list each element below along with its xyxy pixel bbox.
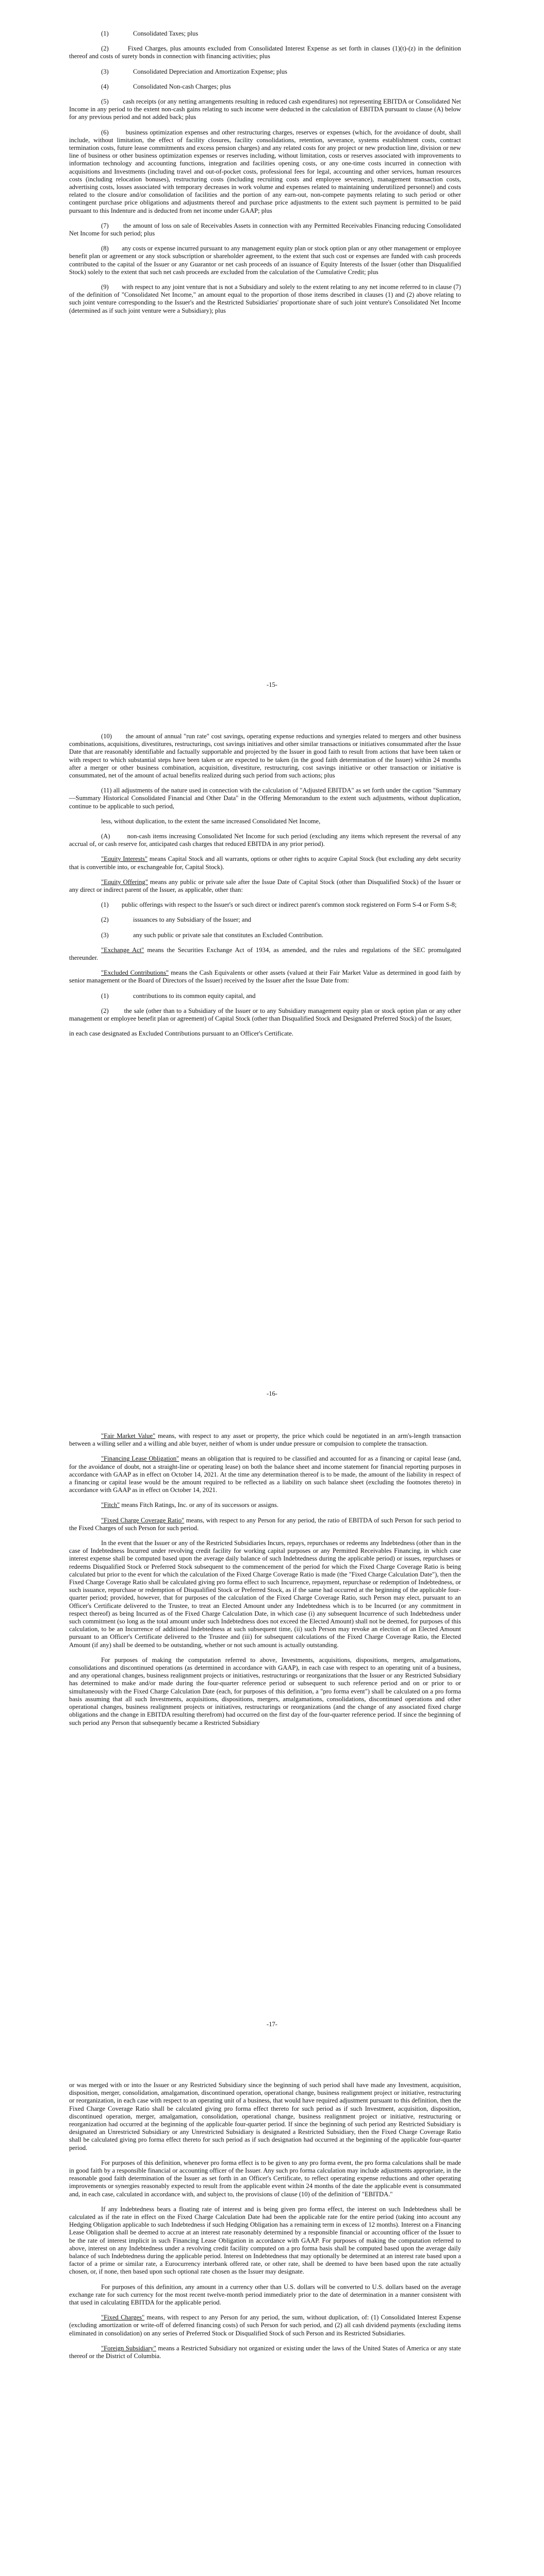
item-text: Consolidated Non-cash Charges; plus (133, 82, 231, 90)
definition-exchange-act (69, 946, 461, 962)
paragraph: For purposes of this definition, whenever pro forma effect is to be given to any pro forma event, the pro forma calculations shall be made in good faith by a responsible financial or accounting officer of the Issuer. Any such pro forma calculation may include adjustments appropriate, in the reasonable good faith determination of the Issuer as set forth in an Officer's Certificate, to reflect operating expense reductions and other operating improvements or synergies reasonably expected to result from the applicable event within 24 months of the date the applicable event is consummated and, in each case, calculated in accordance with, and subject to, the provisions of clause (10) of the definition of "EBITDA." (69, 2159, 461, 2198)
item-text (69, 245, 461, 276)
list-item: (11) all adjustments of the nature used in connection with the calculation of "Adjusted EBITDA" as set forth under the caption "Summary—Summary Historical Consolidated Financial and Other Data" in the Offering Memorandum to the extent such adjustments, without duplication, continue to be applicable to such period, (69, 787, 461, 810)
definition-financing-lease-obligation (69, 1455, 461, 1494)
page-17-body (69, 1432, 461, 1727)
definition-foreign-subsidiary (69, 2345, 461, 2360)
item-number: (3) (101, 931, 109, 939)
definition-text: means Capital Stock and all warrants, options or other rights to acquire Capital Stock (but excluding any debt security that is convertible into, or exchangeable for, Capital Stock). (69, 855, 461, 871)
defined-term: "Excluded Contributions" (101, 969, 169, 977)
list-item (69, 245, 461, 276)
item-body: public offerings with respect to the Issuer's or such direct or indirect parent's common stock registered on Form S-4 or Form S-8; (121, 901, 457, 909)
list-item (69, 283, 461, 315)
item-number: (5) (101, 98, 109, 106)
item-text: contributions to its common equity capital, and (133, 992, 256, 999)
definition-text: means Fitch Ratings, Inc. or any of its successors or assigns. (120, 1501, 278, 1509)
definition-equity-offering (69, 878, 461, 894)
list-item (69, 733, 461, 779)
page-18 (0, 2081, 544, 2367)
page-16-body (69, 733, 461, 1038)
item-body: the sale (other than to a Subsidiary of the Issuer or to any Subsidiary management equity plan or stock option plan or any other management or employee benefit plan or agreement) of Capital Stock (other than Disqualified Stock and Designated Preferred Stock) of the Issuer, (69, 1007, 461, 1023)
definition-fitch (69, 1501, 461, 1509)
item-text: any such public or private sale that constitutes an Excluded Contribution. (133, 931, 323, 939)
definition-fixed-charges (69, 2314, 461, 2337)
list-item (101, 916, 461, 924)
defined-term: "Fair Market Value" (101, 1432, 156, 1439)
page-18-body (69, 2081, 461, 2360)
list-item (69, 222, 461, 238)
defined-term: "Equity Interests" (101, 855, 148, 863)
defined-term: "Exchange Act" (101, 946, 144, 954)
item-number: (A) (101, 833, 110, 840)
definition-fair-market-value (69, 1432, 461, 1448)
item-number: (1) (101, 901, 109, 909)
item-body: Fixed Charges, plus amounts excluded from Consolidated Interest Expense as set forth in clauses (1)(t)-(z) in the definition thereof and costs of surety bonds in connection with financing activities; plus (69, 45, 461, 60)
item-text (69, 45, 461, 60)
item-number: (2) (101, 45, 109, 53)
item-text (69, 283, 461, 315)
item-number: (4) (101, 82, 109, 90)
item-text: issuances to any Subsidiary of the Issuer; and (133, 916, 252, 924)
paragraph: or was merged with or into the Issuer or any Restricted Subsidiary since the beginning of such period shall have made any Investment, acquisition, disposition, merger, consolidation, amalgamation, discontinued operation, operational change, business realignment project or initiative, restructuring or reorganization, in each case with respect to an operating unit of a business, that would have required adjustment pursuant to this definition, then the Fixed Charge Coverage Ratio shall be calculated giving pro forma effect thereto for such period as if such Investment, acquisition, disposition, discontinued operation, merger, amalgamation, consolidation, operational change, business realignment project or initiative, restructuring or reorganization had occurred at the beginning of the applicable four-quarter period. If since the beginning of such period any Restricted Subsidiary is designated an Unrestricted Subsidiary or any Unrestricted Subsidiary is designated a Restricted Subsidiary, then the Fixed Charge Coverage Ratio shall be calculated giving pro forma effect thereto for such period as if such designation had occurred at the beginning of the applicable four-quarter period. (69, 2081, 461, 2151)
definition-text: means, with respect to any asset or property, the price which could be negotiated in an arm's-length transaction between a willing seller and a willing and able buyer, neither of whom is under undue pressure or compulsion to complete the transaction. (69, 1432, 461, 1448)
definition-equity-interests (69, 855, 461, 871)
definition-text: means the Securities Exchange Act of 1934, as amended, and the rules and regulations of the SEC promulgated thereunder. (69, 946, 461, 962)
item-number: (2) (101, 916, 109, 924)
item-text: Consolidated Taxes; plus (133, 30, 199, 37)
list-item (101, 30, 461, 38)
list-item (101, 931, 461, 939)
item-body: any costs or expense incurred pursuant to any management equity plan or stock option plan or any other management or employee benefit plan or agreement or any stock subscription or shareholder agreement, to the extent that such cost or expenses are funded with cash proceeds contributed to the capital of the Issuer or any Guarantor or net cash proceeds of an issuance of Equity Interests of the Issuer (other than Disqualified Stock) solely to the extent that such net cash proceeds are excluded from the calculation of the Cumulative Credit; plus (69, 245, 461, 276)
item-number: (3) (101, 67, 109, 75)
item-body: cash receipts (or any netting arrangements resulting in reduced cash expenditures) not representing EBITDA or Consolidated Net Income in any period to the extent non-cash gains relating to such income were deducted in the calculation of EBITDA pursuant to clause (A) below for any previous period and not added back; plus (69, 98, 461, 121)
paragraph: In the event that the Issuer or any of the Restricted Subsidiaries Incurs, repays, repurchases or redeems any Indebtedness (other than in the case of Indebtedness Incurred under revolving credit facility for working capital purposes or any Permitted Receivables Financing, in which case interest expense shall be computed based upon the average daily balance of such Indebtedness during the applicable period) or issues, repurchases or redeems Disqualified Stock or Preferred Stock subsequent to the commencement of the period for which the Fixed Charge Coverage Ratio is being calculated but prior to the event for which the calculation of the Fixed Charge Coverage Ratio is made (the "Fixed Charge Calculation Date"), then the Fixed Charge Coverage Ratio shall be calculated giving pro forma effect to such Incurrence, repayment, repurchase or redemption of Indebtedness, or such issuance, repurchase or redemption of Disqualified Stock or Preferred Stock, as if the same had occurred at the beginning of the applicable four-quarter period; provided, however, that for purposes of the calculation of the Fixed Charge Coverage Ratio, such Person may elect, pursuant to an Officer's Certificate delivered to the Trustee, to treat an Elected Amount under any Indebtedness which is to be Incurred (or any commitment in respect thereof) as being Incurred as of the Fixed Charge Calculation Date, in which case (i) any subsequent Incurrence of such Indebtedness under such commitment (so long as the total amount under such Indebtedness does not exceed the Elected Amount) shall not be deemed, for purposes of this calculation, to be an Incurrence of additional Indebtedness at such subsequent time, (ii) such Person may revoke an election of an Elected Amount pursuant to an Officer's Certificate delivered to the Trustee and (iii) for subsequent calculations of the Fixed Charge Coverage Ratio, the Elected Amount (if any) shall be deemed to be outstanding, whether or not such amount is actually outstanding. (69, 1539, 461, 1649)
item-body: business optimization expenses and other restructuring charges, reserves or expenses (which, for the avoidance of doubt, shall include, without limitation, the effect of facility closures, facility consolidations, retention, severance, systems establishment costs, contract termination costs, future lease commitments and excess pension charges) and any related costs for any project or new production line, division or new line of business or other business optimization expenses or reserves including, without limitation, costs or reserves associated with improvements to information technology and accounting functions, integration and facilities opening costs, or any one-time costs incurred in connection with acquisitions and Investments (including travel and out-of-pocket costs, professional fees for legal, accounting and other services, human resources costs (including relocation bonuses), restructuring costs (including recruiting costs and employee severance), management transaction costs, advertising costs, losses associated with temporary decreases in work volume and expenses related to maintaining underutilized personnel) and costs related to the closure and/or consolidation of facilities and the portion of any earn-out, non-compete payments relating to such period or other contingent purchase price obligations and adjustments thereof and purchase price adjustments to the extent such payment is permitted to be paid pursuant to this Indenture and is deducted from net income under GAAP; plus (69, 128, 461, 214)
defined-term: "Foreign Subsidiary" (101, 2344, 156, 2352)
defined-term: "Fixed Charges" (101, 2314, 145, 2321)
item-text (69, 129, 461, 215)
definition-text: means, with respect to any Person for any period, the ratio of EBITDA of such Person for such period to the Fixed Charges of such Person for such period. (69, 1516, 461, 1532)
definition-fixed-charge-coverage-ratio (69, 1517, 461, 1532)
definition-text: means an obligation that is required to be classified and accounted for as a financing or capital lease (and, for the avoidance of doubt, not a straight-line or operating lease) on both the balance sheet and income statement for financial reporting purposes in accordance with GAAP as in effect on October 14, 2021. At the time any determination thereof is to be made, the amount of the liability in respect of a financing or capital lease would be the amount required to be reflected as a liability on such balance sheet (excluding the footnotes thereto) in accordance with GAAP as in effect on October 14, 2021. (69, 1455, 461, 1494)
list-item (69, 833, 461, 848)
list-item (101, 83, 461, 91)
defined-term: "Fixed Charge Coverage Ratio" (101, 1516, 185, 1524)
page-number: -16- (267, 1390, 277, 1397)
closing-text: in each case designated as Excluded Contributions pursuant to an Officer's Certificate. (69, 1030, 293, 1038)
item-number: (8) (101, 245, 109, 252)
item-number: (6) (101, 128, 109, 136)
page-15-body (69, 30, 461, 315)
list-item (69, 98, 461, 122)
paragraph: For purposes of this definition, any amount in a currency other than U.S. dollars will be converted to U.S. dollars based on the average exchange rate for such currency for the most recent twelve-month period immediately prior to the date of determination in a manner consistent with that used in calculating EBITDA for the applicable period. (69, 2283, 461, 2307)
item-number: (1) (101, 30, 109, 37)
page-number: -17- (267, 2021, 277, 2028)
page-number: -15- (267, 681, 277, 688)
page-15 (0, 30, 544, 322)
item-number: (2) (101, 1007, 109, 1014)
list-item (69, 901, 461, 909)
item-number: (1) (101, 992, 109, 999)
page-17 (0, 1432, 544, 1734)
list-item (69, 129, 461, 215)
defined-term: "Fitch" (101, 1501, 120, 1509)
list-item (101, 992, 461, 1000)
page-16 (0, 733, 544, 1045)
paragraph: If any Indebtedness bears a floating rate of interest and is being given pro forma effect, the interest on such Indebtedness shall be calculated as if the rate in effect on the Fixed Charge Calculation Date had been the applicable rate for the entire period (taking into account any Hedging Obligation applicable to such Indebtedness if such Hedging Obligation has a remaining term in excess of 12 months). Interest on a Financing Lease Obligation shall be deemed to accrue at an interest rate reasonably determined by a responsible financial or accounting officer of the Issuer to be the rate of interest implicit in such Financing Lease Obligation in accordance with GAAP. For purposes of making the computation referred to above, interest on any Indebtedness under a revolving credit facility computed on a pro forma basis shall be computed based upon the average daily balance of such Indebtedness during the applicable period. Interest on Indebtedness that may optionally be determined at an interest rate based upon a factor of a prime or similar rate, a Eurocurrency interbank offered rate, or other rate, shall be deemed to have been based upon the rate actually chosen, or, if none, then based upon such optional rate chosen as the Issuer may designate. (69, 2205, 461, 2276)
item-body: non-cash items increasing Consolidated Net Income for such period (excluding any items which represent the reversal of any accrual of, or cash reserve for, anticipated cash charges that reduced EBITDA in any prior period). (69, 833, 461, 848)
item-body: the amount of loss on sale of Receivables Assets in connection with any Permitted Receivables Financing reducing Consolidated Net Income for such period; plus (69, 222, 461, 238)
defined-term: "Equity Offering" (101, 878, 148, 886)
defined-term: "Financing Lease Obligation" (101, 1455, 179, 1463)
paragraph: For purposes of making the computation referred to above, Investments, acquisitions, dispositions, mergers, amalgamations, consolidations and discontinued operations (as determined in accordance with GAAP), in each case with respect to an operating unit of a business, and any operational changes, business realignment projects or initiatives, restructurings or reorganizations that the Issuer or any Restricted Subsidiary has determined to make and/or made during the four-quarter reference period or subsequent to such reference period and on or prior to or simultaneously with the Fixed Charge Calculation Date (each, for purposes of this definition, a "pro forma event") shall be calculated on a pro forma basis assuming that all such Investments, acquisitions, dispositions, mergers, amalgamations, consolidations, discontinued operations and other operational changes, business realignment projects or initiatives, restructurings or reorganizations (and the change of any associated fixed charge obligations and the change in EBITDA resulting therefrom) had occurred on the first day of the four-quarter reference period. If since the beginning of such period any Person that subsequently became a Restricted Subsidiary (69, 1656, 461, 1726)
item-number: (10) (101, 733, 112, 740)
list-item (69, 1007, 461, 1023)
item-body: with respect to any joint venture that is not a Subsidiary and solely to the extent relating to any net income referred to in clause (7) of the definition of "Consolidated Net Income," an amount equal to the proportion of those items described in clauses (1) and (2) above relating to such joint venture corresponding to the Issuer's and the Restricted Subsidiaries' proportionate share of such joint venture's Consolidated Net Income (determined as if such joint venture were a Subsidiary); plus (69, 283, 461, 314)
definition-text: means a Restricted Subsidiary not organized or existing under the laws of the United States of America or any state thereof or the District of Columbia. (69, 2344, 461, 2360)
item-number: (9) (101, 283, 109, 291)
list-item (101, 68, 461, 76)
item-text: Consolidated Depreciation and Amortization Expense; plus (133, 67, 288, 75)
definition-text: means, with respect to any Person for any period, the sum, without duplication, of: (1) Consolidated Interest Expense (excluding amortization or write-off of deferred financing costs) of such Person for such period, and (2) all cash dividend payments (excluding items eliminated in consolidation) on any series of Preferred Stock or Disqualified Stock of such Person and its Restricted Subsidiaries. (69, 2314, 461, 2337)
item-number: (7) (101, 222, 109, 229)
definition-text: means any public or private sale after the Issue Date of Capital Stock (other than Disqualified Stock) of the Issuer or any direct or indirect parent of the Issuer, as applicable, other than: (69, 878, 461, 894)
item-text (69, 98, 461, 122)
definition-text: means the Cash Equivalents or other assets (valued at their Fair Market Value as determined in good faith by senior management or the Board of Directors of the Issuer) received by the Issuer after the Issue Date from: (69, 969, 461, 985)
less-clause: less, without duplication, to the extent the same increased Consolidated Net Income, (101, 817, 321, 825)
item-body: the amount of annual "run rate" cost savings, operating expense reductions and synergies related to mergers and other business combinations, acquisitions, divestitures, restructurings, cost savings initiatives and other similar transactions or initiatives consummated after the Issue Date that are reasonably identifiable and factually supportable and projected by the Issuer in good faith to result from actions that have been taken or with respect to which substantial steps have been taken or are expected to be taken (in the good faith determination of the Issuer) within 24 months after a merger or other business combination, acquisition, divestiture, restructuring, cost savings initiative or other transaction or initiative is consummated, net of the amount of actual benefits realized during such period from such actions; plus (69, 733, 461, 779)
list-item (69, 45, 461, 60)
definition-excluded-contributions (69, 969, 461, 985)
item-text (69, 222, 461, 238)
